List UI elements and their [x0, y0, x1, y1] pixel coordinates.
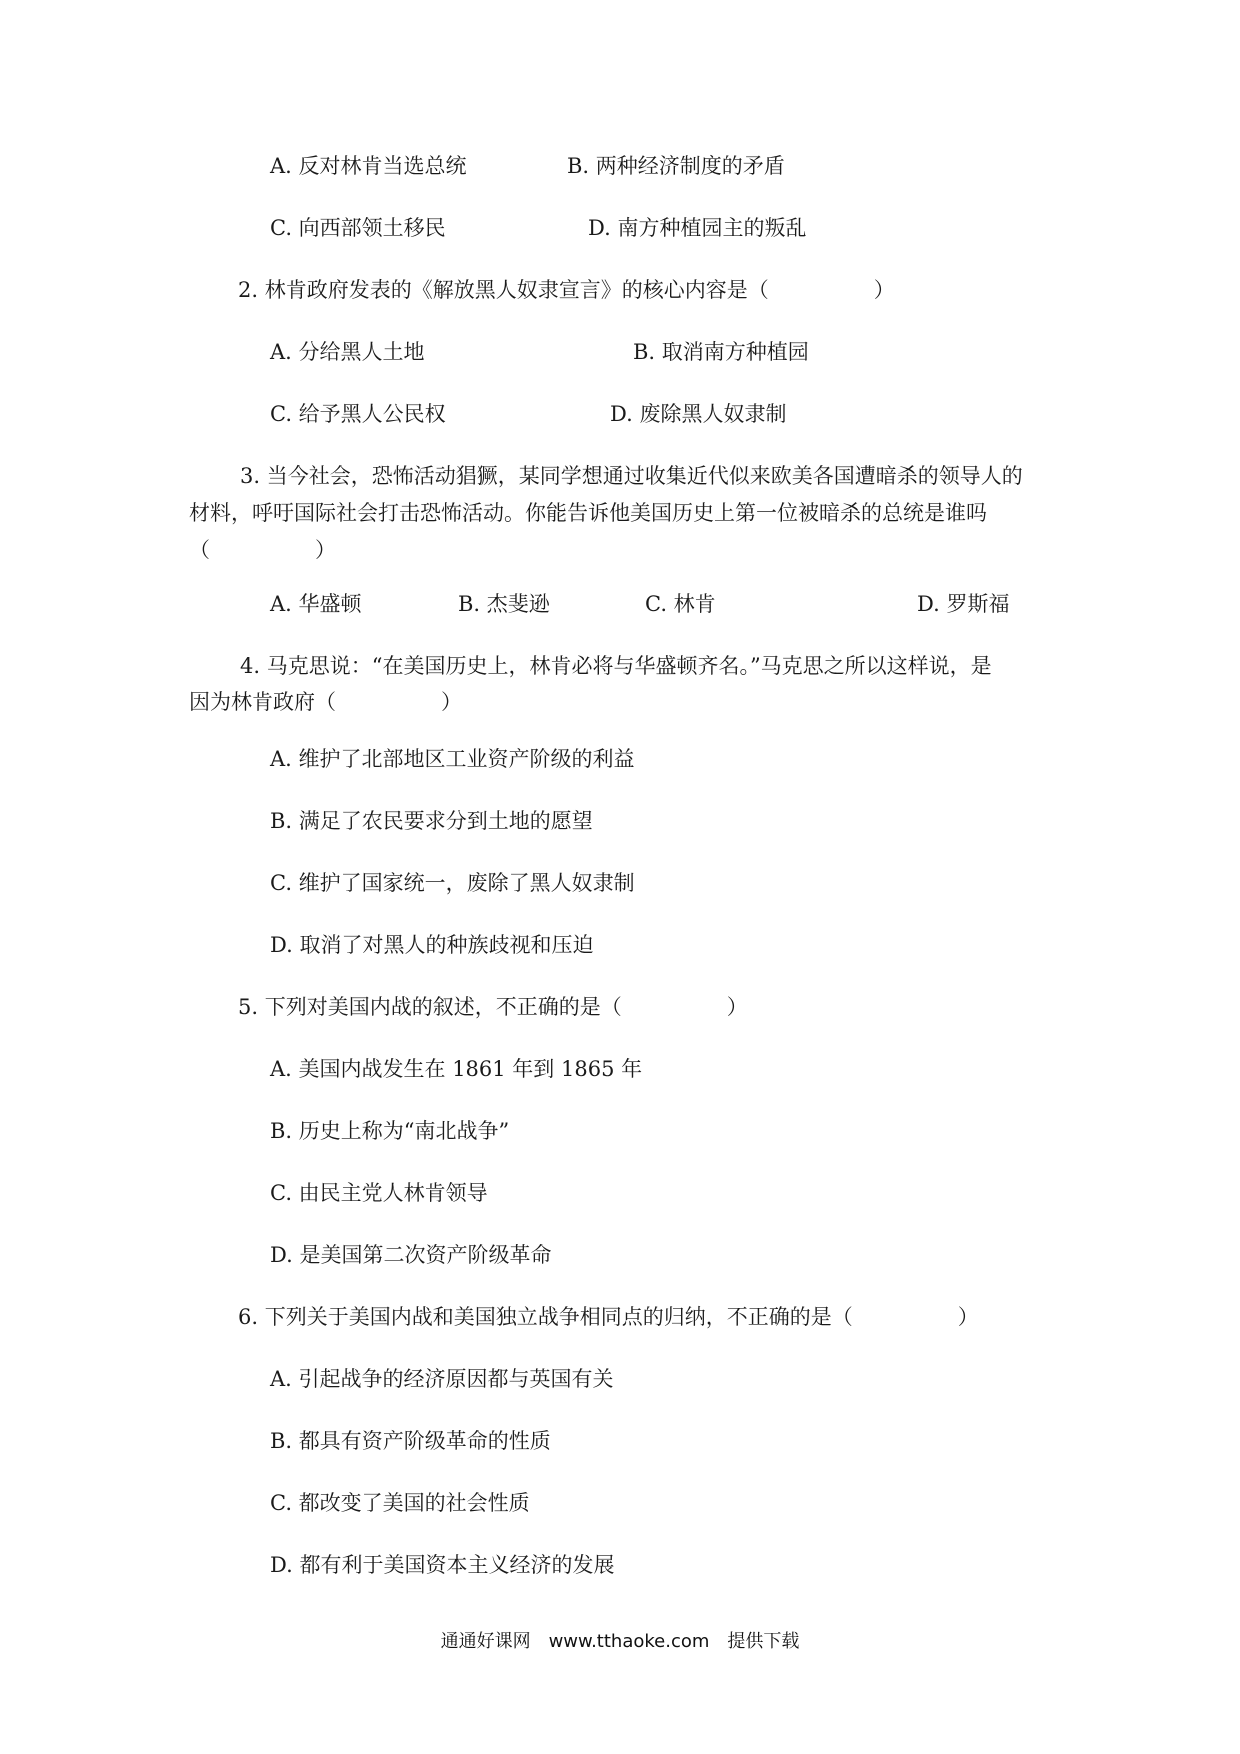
q6-option-c: C. 都改变了美国的社会性质 [270, 1491, 530, 1515]
q5-stem: 5. 下列对美国内战的叙述，不正确的是（ ） [238, 995, 748, 1019]
q2-option-d: D. 废除黑人奴隶制 [610, 402, 787, 426]
q1-option-c: C. 向西部领土移民 [270, 216, 446, 240]
q6-option-d: D. 都有利于美国资本主义经济的发展 [270, 1553, 615, 1577]
q2-stem: 2. 林肯政府发表的《解放黑人奴隶宣言》的核心内容是（ ） [238, 278, 895, 302]
q4-stem-line-1: 4. 马克思说：“在美国历史上，林肯必将与华盛顿齐名。”马克思之所以这样说，是 [240, 654, 992, 678]
q5-option-d: D. 是美国第二次资产阶级革命 [270, 1243, 552, 1267]
q4-option-d: D. 取消了对黑人的种族歧视和压迫 [270, 933, 594, 957]
q5-option-b: B. 历史上称为“南北战争” [270, 1119, 510, 1143]
q3-stem-line-3: （ ） [189, 538, 336, 562]
q1-option-b: B. 两种经济制度的矛盾 [567, 154, 785, 178]
q3-option-a: A. 华盛顿 [270, 592, 362, 616]
q1-option-a: A. 反对林肯当选总统 [270, 154, 467, 178]
q4-option-a: A. 维护了北部地区工业资产阶级的利益 [270, 747, 635, 771]
q6-stem: 6. 下列关于美国内战和美国独立战争相同点的归纳，不正确的是（ ） [238, 1305, 979, 1329]
q3-option-d: D. 罗斯福 [917, 592, 1010, 616]
q5-option-c: C. 由民主党人林肯领导 [270, 1181, 488, 1205]
q6-option-a: A. 引起战争的经济原因都与英国有关 [270, 1367, 614, 1391]
q4-option-b: B. 满足了农民要求分到土地的愿望 [270, 809, 593, 833]
q3-stem-line-2: 材料，呼吁国际社会打击恐怖活动。你能告诉他美国历史上第一位被暗杀的总统是谁吗 [189, 501, 987, 525]
q3-option-c: C. 林肯 [645, 592, 716, 616]
q2-option-b: B. 取消南方种植园 [633, 340, 809, 364]
q1-option-d: D. 南方种植园主的叛乱 [588, 216, 807, 240]
q3-stem-line-1: 3. 当今社会，恐怖活动猖獗，某同学想通过收集近代似来欧美各国遭暗杀的领导人的 [240, 464, 1023, 488]
q2-option-c: C. 给予黑人公民权 [270, 402, 446, 426]
q4-option-c: C. 维护了国家统一，废除了黑人奴隶制 [270, 871, 635, 895]
q6-option-b: B. 都具有资产阶级革命的性质 [270, 1429, 551, 1453]
q2-option-a: A. 分给黑人土地 [270, 340, 425, 364]
page-footer: 通通好课网 www.tthaoke.com 提供下载 [440, 1631, 800, 1652]
q3-option-b: B. 杰斐逊 [458, 592, 550, 616]
q4-stem-line-2: 因为林肯政府（ ） [189, 690, 462, 714]
q5-option-a: A. 美国内战发生在 1861 年到 1865 年 [270, 1057, 643, 1081]
